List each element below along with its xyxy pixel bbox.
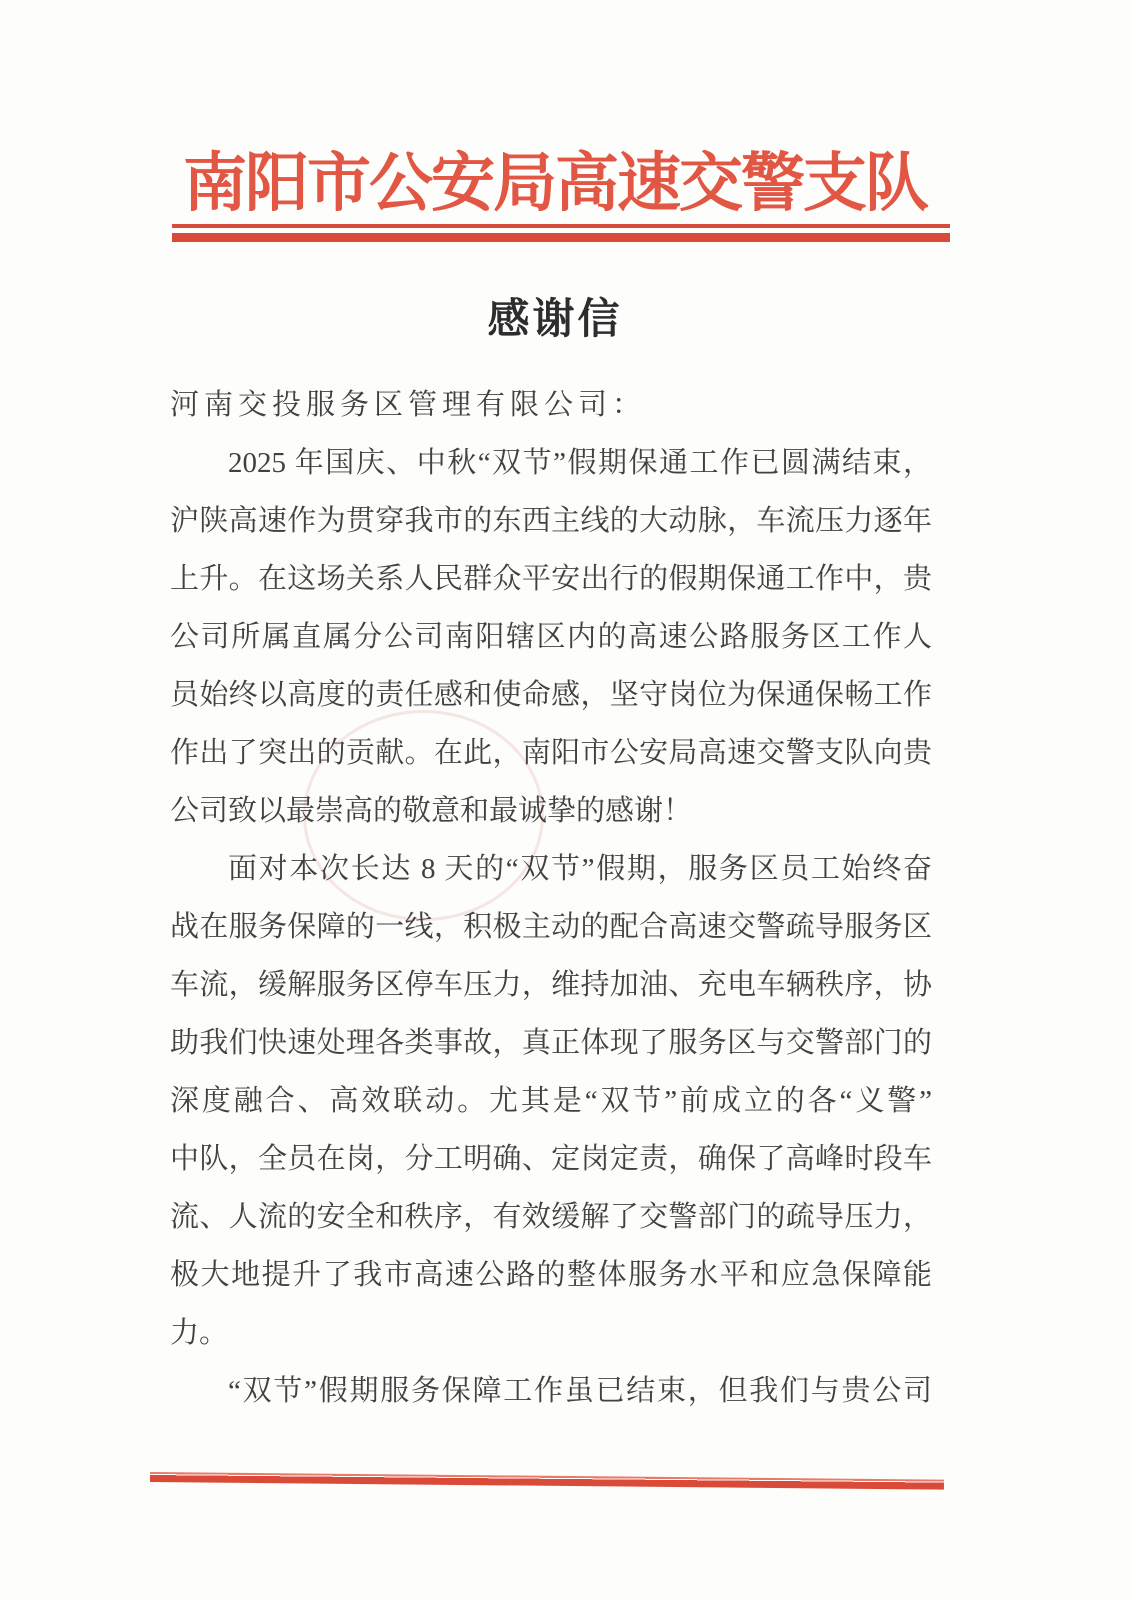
paragraphs <box>170 434 932 1420</box>
text-line: “双节”假期服务保障工作虽已结束，但我们与贵公司 <box>228 1375 932 1407</box>
salutation: 河南交投服务区管理有限公司： <box>170 389 647 421</box>
text-line: 沪陕高速作为贯穿我市的东西主线的大动脉，车流压力逐年 <box>170 505 932 537</box>
text-line: 车流，缓解服务区停车压力，维持加油、充电车辆秩序，协 <box>170 969 932 1001</box>
text-line: 上升。在这场关系人民群众平安出行的假期保通工作中，贵 <box>170 563 932 595</box>
footer-rule <box>150 1472 944 1490</box>
letterhead-rule-thin <box>172 224 950 228</box>
letterhead-title: 南阳市公安局高速交警支队 <box>183 148 927 219</box>
text-line: 员始终以高度的责任感和使命感，坚守岗位为保通保畅工作 <box>170 679 932 711</box>
text-line: 战在服务保障的一线，积极主动的配合高速交警疏导服务区 <box>170 911 932 943</box>
letterhead-rule-thick <box>172 233 950 242</box>
text-line: 深度融合、高效联动。尤其是“双节”前成立的各“义警” <box>170 1085 932 1117</box>
text-line: 助我们快速处理各类事故，真正体现了服务区与交警部门的 <box>170 1027 932 1059</box>
text-line: 流、人流的安全和秩序，有效缓解了交警部门的疏导压力， <box>170 1201 932 1233</box>
text-line: 极大地提升了我市高速公路的整体服务水平和应急保障能 <box>170 1259 932 1291</box>
text-line: 作出了突出的贡献。在此，南阳市公安局高速交警支队向贵 <box>170 737 932 769</box>
text-line: 中队，全员在岗，分工明确、定岗定责，确保了高峰时段车 <box>170 1143 932 1175</box>
text-line: 公司所属直属分公司南阳辖区内的高速公路服务区工作人 <box>170 621 932 653</box>
text-line: 公司致以最崇高的敬意和最诚挚的感谢！ <box>170 795 693 827</box>
letter-heading: 感谢信 <box>487 297 623 343</box>
letter-body <box>170 376 932 1420</box>
text-line: 力。 <box>170 1317 229 1349</box>
text-line: 面对本次长达 8 天的“双节”假期，服务区员工始终奋 <box>228 853 932 885</box>
text-line: 2025 年国庆、中秋“双节”假期保通工作已圆满结束， <box>228 447 932 479</box>
